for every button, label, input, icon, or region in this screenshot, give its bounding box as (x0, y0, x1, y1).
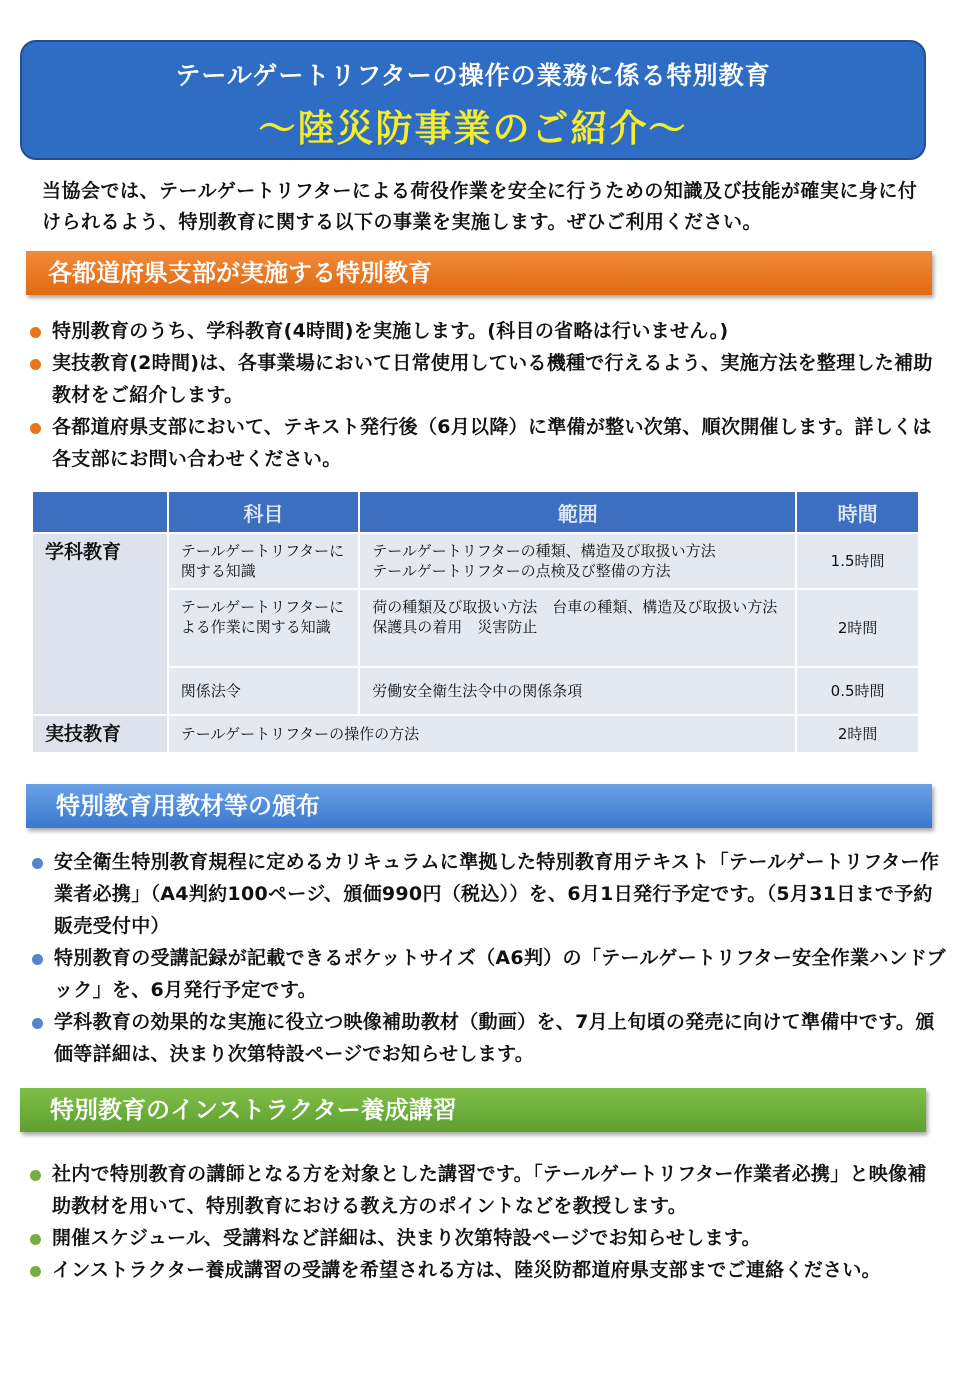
time-cell: 0.5時間 (797, 668, 918, 714)
section-heading-materials: 特別教育用教材等の頒布 (26, 784, 932, 828)
subject-cell: 関係法令 (169, 668, 359, 714)
bullet-icon (30, 1266, 41, 1277)
section-heading-instructor: 特別教育のインストラクター養成講習 (20, 1088, 926, 1132)
table-row (33, 534, 918, 588)
scope-cell: 荷の種類及び取扱い方法 台車の種類、構造及び取扱い方法 保護具の着用 災害防止 (360, 590, 795, 666)
bullet-icon (30, 1234, 41, 1245)
bullet-icon (32, 954, 43, 965)
subject-cell: テールゲートリフターの操作の方法 (169, 716, 795, 752)
intro-text: 当協会では、テールゲートリフターによる荷役作業を安全に行うための知識及び技能が確実に身に付けられるよう、特別教育に関する以下の事業を実施します。ぜひご利用ください。 (42, 180, 918, 233)
list-item: 特別教育の受講記録が記載できるポケットサイズ（A6判）の「テールゲートリフター安全作業ハンドブック」を、6月発行予定です。 (30, 942, 950, 1006)
list-item: 学科教育の効果的な実施に役立つ映像補助教材（動画）を、7月上旬頃の発売に向けて準備中です。頒価等詳細は、決まり次第特設ページでお知らせします。 (30, 1006, 950, 1070)
scope-cell: テールゲートリフターの種類、構造及び取扱い方法 テールゲートリフターの点検及び整備の方法 (360, 534, 795, 588)
list-item: 社内で特別教育の講師となる方を対象とした講習です。「テールゲートリフター作業者必携」と映像補助教材を用いて、特別教育における教え方のポイントなどを教授します。 (28, 1158, 928, 1222)
list-item: 各都道府県支部において、テキスト発行後（6月以降）に準備が整い次第、順次開催します。詳しくは各支部にお問い合わせください。 (28, 411, 938, 475)
table-header-row (33, 492, 918, 532)
category-jitsugi: 実技教育 (33, 716, 167, 752)
section-heading-branch-training: 各都道府県支部が実施する特別教育 (26, 251, 932, 295)
bullet-icon (30, 359, 41, 370)
bullet-icon (30, 327, 41, 338)
header-time: 時間 (797, 492, 918, 532)
materials-list (30, 846, 950, 1070)
time-cell: 2時間 (797, 716, 918, 752)
list-item: 開催スケジュール、受講料など詳細は、決まり次第特設ページでお知らせします。 (28, 1222, 928, 1254)
subject-cell: テールゲートリフターに関する知識 (169, 534, 359, 588)
bullet-icon (30, 1170, 41, 1181)
time-cell: 2時間 (797, 590, 918, 666)
list-item: 安全衛生特別教育規程に定めるカリキュラムに準拠した特別教育用テキスト「テールゲートリフター作業者必携」（A4判約100ページ、頒価990円（税込））を、6月1日発行予定です。（5月31日まで予約販売受付中） (30, 846, 950, 942)
instructor-list (28, 1158, 928, 1286)
bullet-icon (32, 858, 43, 869)
curriculum-table (31, 490, 920, 754)
category-gakka: 学科教育 (33, 534, 167, 714)
header-scope: 範囲 (360, 492, 795, 532)
banner-subtitle: 〜陸災防事業のご紹介〜 (258, 107, 688, 150)
time-cell: 1.5時間 (797, 534, 918, 588)
title-banner (20, 40, 926, 160)
table-row (33, 716, 918, 752)
banner-title: テールゲートリフターの操作の業務に係る特別教育 (175, 61, 771, 90)
bullet-icon (30, 423, 41, 434)
list-item: 特別教育のうち、学科教育(4時間)を実施します。(科目の省略は行いません。) (28, 315, 938, 347)
scope-cell: 労働安全衛生法令中の関係条項 (360, 668, 795, 714)
list-item: インストラクター養成講習の受講を希望される方は、陸災防都道府県支部までご連絡ください。 (28, 1254, 928, 1286)
branch-training-list (28, 315, 938, 475)
bullet-icon (32, 1018, 43, 1029)
subject-cell: テールゲートリフターによる作業に関する知識 (169, 590, 359, 666)
header-subject: 科目 (169, 492, 359, 532)
list-item: 実技教育(2時間)は、各事業場において日常使用している機種で行えるよう、実施方法を整理した補助教材をご紹介します。 (28, 347, 938, 411)
